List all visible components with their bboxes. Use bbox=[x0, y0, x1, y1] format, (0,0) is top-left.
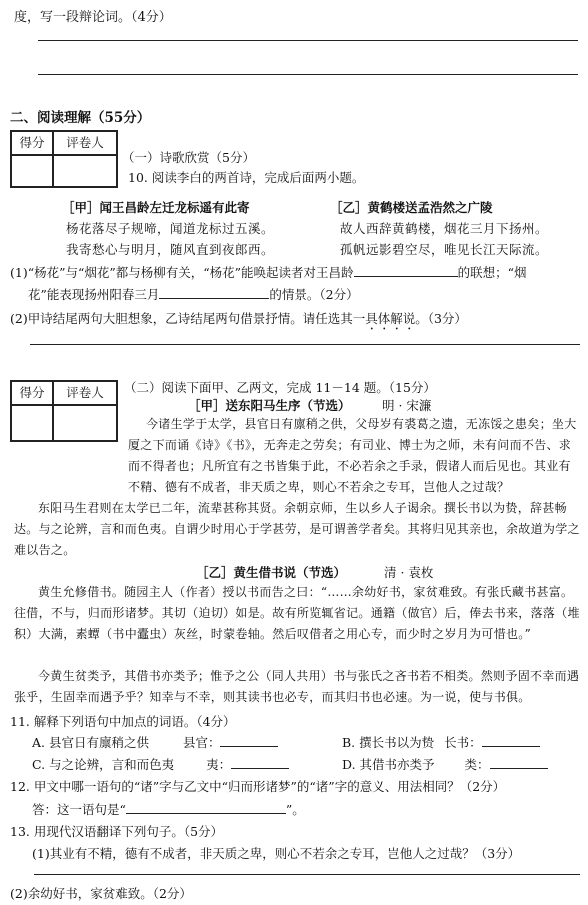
score-cell[interactable] bbox=[11, 155, 53, 187]
text-b-author: 清 · 袁枚 bbox=[384, 565, 434, 580]
q11-option-b bbox=[342, 733, 540, 751]
poem-a-title: ［甲］闻王昌龄左迁龙标遥有此寄 bbox=[62, 200, 250, 215]
question-text: (2)甲诗结尾两句大胆想象，乙诗结尾两句借景抒情。请任选其一 bbox=[10, 311, 366, 326]
text-a-paragraph: 东阳马生君则在太学已二年，流辈甚称其贤。余朝京师，生以乡人子谒余。撰长书以为贽，辞甚畅达。与之论辨，言和而色夷。自谓少时用心于学甚劳，是可谓善学者矣。其将归见其亲也，余故道为学之难以告之。 bbox=[14, 501, 580, 557]
answer-line bbox=[38, 40, 578, 41]
option-text: D. 其借书亦类予 bbox=[342, 757, 435, 772]
question-12: 12. 甲文中哪一语句的“诸”字与乙文中“归而形诸梦”的“诸”字的意义、用法相同？（2分） bbox=[10, 779, 506, 794]
blank-field[interactable] bbox=[231, 756, 289, 769]
score-box bbox=[10, 130, 118, 188]
text-a-author: 明 · 宋濂 bbox=[382, 398, 432, 413]
question-13-1: (1)其业有不精，德有不成者，非天质之卑，则心不若余之专耳，岂他人之过哉？（3分） bbox=[32, 846, 521, 861]
question-text: 的联想；“烟 bbox=[457, 265, 527, 280]
question-11: 11. 解释下列语句中加点的词语。（4分） bbox=[10, 714, 236, 729]
option-word: 夷： bbox=[206, 757, 232, 772]
poem-b-line: 孤帆远影碧空尽，唯见长江天际流。 bbox=[340, 242, 549, 257]
score-label: 得分 bbox=[11, 381, 53, 405]
blank-field[interactable] bbox=[159, 286, 269, 299]
question-text: 。（3分） bbox=[415, 311, 467, 326]
text-b-paragraph: 今黄生贫类予，其借书亦类予；惟予之公（同人共用）书与张氏之吝书若不相类。然则予固不幸而遇张乎，生固幸而遇予乎？知幸与不幸，则其读书也必专，而其归书也必速。为一说，使与书俱。 bbox=[14, 669, 580, 704]
blank-field[interactable] bbox=[126, 801, 286, 814]
question-12-answer bbox=[32, 800, 305, 818]
blank-field[interactable] bbox=[220, 734, 278, 747]
q11-option-d bbox=[342, 755, 548, 773]
text-b-title: ［乙］黄生借书说（节选） bbox=[196, 565, 347, 580]
option-text: B. 撰长书以为贽 bbox=[342, 735, 435, 750]
text-a-title: ［甲］送东阳马生序（节选） bbox=[188, 398, 351, 413]
question-13: 13. 用现代汉语翻译下列句子。（5分） bbox=[10, 824, 224, 839]
score-label: 得分 bbox=[11, 131, 53, 155]
answer-line bbox=[34, 874, 580, 875]
option-word: 长书： bbox=[444, 735, 482, 750]
score-cell[interactable] bbox=[11, 405, 53, 441]
score-box bbox=[10, 380, 118, 442]
grader-cell[interactable] bbox=[53, 155, 117, 187]
text-b-paragraph: 黄生允修借书。随园主人（作者）授以书而告之曰：“……余幼好书，家贫难致。有张氏藏书甚富。往借，不与，归而形诸梦。其切（迫切）如是。故有所览辄省记。通籍（做官）后，俸去书来，落落（堆积）大满，素蟫（书中蠹虫）灰丝，时蒙卷轴。然后叹借者之用心专，而少时之岁月为可惜也。” bbox=[14, 585, 580, 641]
blank-field[interactable] bbox=[490, 756, 548, 769]
poem-b-title: ［乙］黄鹤楼送孟浩然之广陵 bbox=[330, 200, 493, 215]
option-text: C. 与之论辨，言和而色夷 bbox=[32, 757, 175, 772]
q11-option-a bbox=[32, 733, 278, 751]
section-heading: 二、阅读理解（55分） bbox=[10, 110, 151, 126]
text-a-paragraph: 今诸生学于太学，县官日有廪稍之供，父母岁有裘葛之遗，无冻馁之患矣；坐大厦之下而诵《诗》《书》，无奔走之劳矣；有司业、博士为之师，未有问而不告、求而不得者也；凡所宜有之书皆集于此，不必若余之手录，假诸人而后见也。其业有不精、德有不成者，非天质之卑，则心不若余之专耳，岂他人之过哉？ bbox=[128, 417, 577, 494]
answer-line bbox=[30, 344, 580, 345]
answer-prefix: 答：这一语句是“ bbox=[32, 802, 126, 817]
option-word: 类： bbox=[464, 757, 490, 772]
part-title: （一）诗歌欣赏（5分） bbox=[122, 150, 255, 165]
question-text: 花”能表现扬州阳春三月 bbox=[28, 287, 160, 302]
option-word: 县官： bbox=[182, 735, 221, 750]
poem-b-line: 故人西辞黄鹤楼，烟花三月下扬州。 bbox=[340, 221, 549, 236]
question-10-2 bbox=[10, 309, 467, 333]
question-13-2: (2)余幼好书，家贫难致。（2分） bbox=[10, 886, 192, 901]
emphasis-text: 具体解说 bbox=[365, 311, 416, 326]
poem-a-line: 我寄愁心与明月，随风直到夜郎西。 bbox=[66, 242, 275, 257]
grader-cell[interactable] bbox=[53, 405, 117, 441]
q11-option-c bbox=[32, 755, 289, 773]
option-text: A. 县官日有廪稍之供 bbox=[32, 735, 149, 750]
prev-question-tail: 度，写一段辩论词。（4分） bbox=[14, 10, 172, 25]
blank-field[interactable] bbox=[354, 264, 458, 277]
part-title: （二）阅读下面甲、乙两文，完成 11－14 题。（15分） bbox=[124, 380, 436, 395]
question-text: (1)“杨花”与“烟花”都与杨柳有关，“杨花”能唤起读者对王昌龄 bbox=[10, 265, 354, 280]
answer-line bbox=[38, 74, 578, 75]
blank-field[interactable] bbox=[482, 734, 540, 747]
instruction: 10. 阅读李白的两首诗，完成后面两小题。 bbox=[128, 170, 365, 185]
poem-a-line: 杨花落尽子规啼，闻道龙标过五溪。 bbox=[66, 221, 275, 236]
question-10-1-cont bbox=[28, 285, 359, 303]
grader-label: 评卷人 bbox=[53, 381, 117, 405]
answer-suffix: ”。 bbox=[285, 802, 305, 817]
question-text: 的情景。（2分） bbox=[269, 287, 359, 302]
grader-label: 评卷人 bbox=[53, 131, 117, 155]
question-10-1 bbox=[10, 263, 526, 281]
